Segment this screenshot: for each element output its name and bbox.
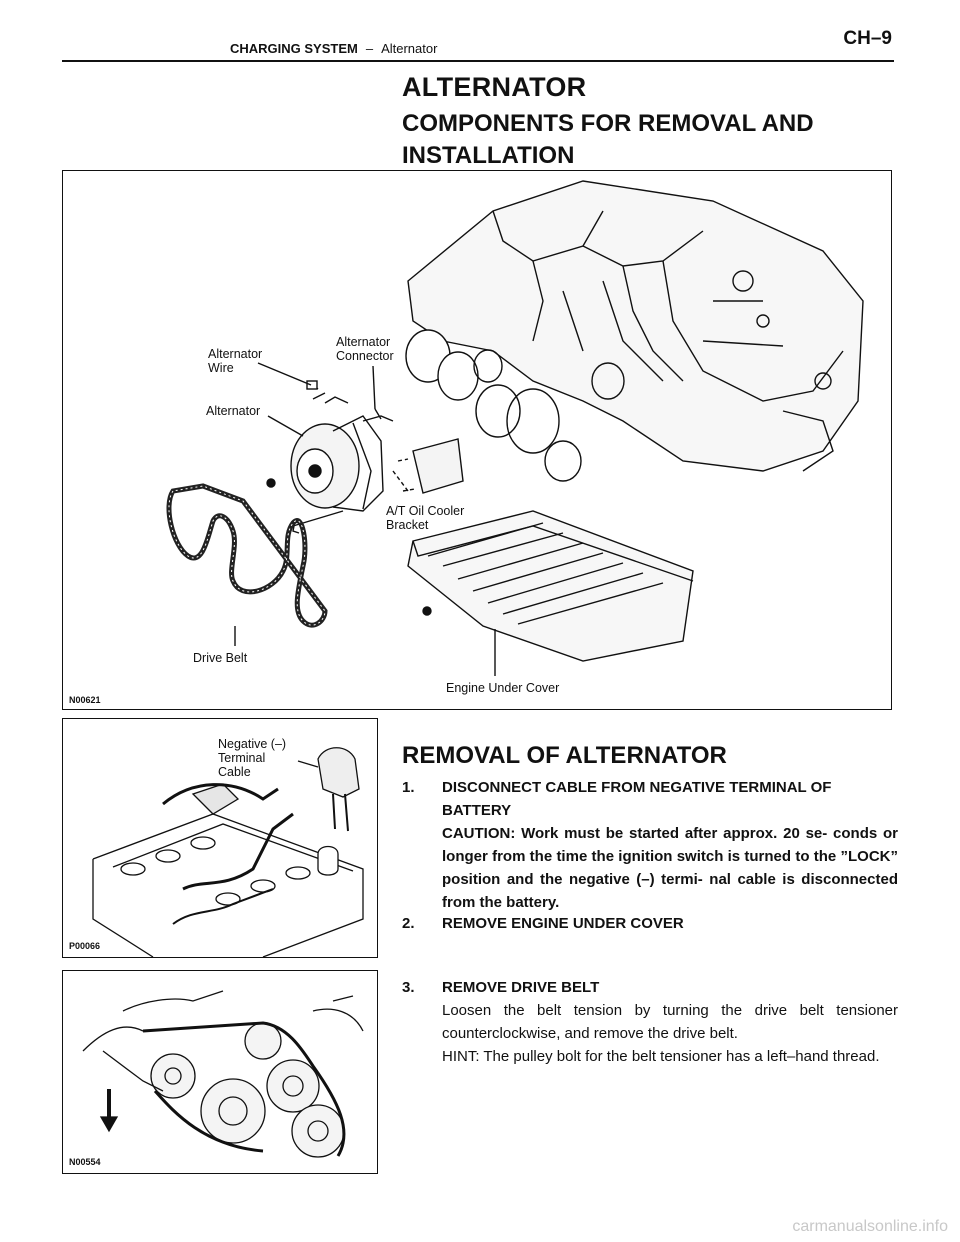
header-rule: [62, 60, 894, 62]
watermark: carmanualsonline.info: [792, 1218, 948, 1235]
page-subtitle: COMPONENTS FOR REMOVAL AND INSTALLATION: [402, 110, 814, 169]
components-illustration: [63, 171, 891, 709]
drive-belt-drawing: [169, 486, 325, 625]
step-2: [402, 912, 898, 935]
components-figure: [62, 170, 892, 710]
label-drive-belt: Drive Belt: [193, 651, 248, 665]
step-text: Loosen the belt tension by turning the drive belt tensioner counterclockwise, and remove the drive belt.: [442, 1002, 898, 1042]
battery-figure: [62, 718, 378, 958]
engine-block: [408, 181, 863, 471]
belt-illustration: [63, 971, 377, 1173]
header-separator: –: [365, 41, 374, 56]
step-heading: REMOVE ENGINE UNDER COVER: [442, 915, 684, 932]
figure-code: N00554: [69, 1157, 101, 1167]
removal-title: REMOVAL OF ALTERNATOR: [402, 742, 727, 769]
step-3: [402, 976, 898, 1068]
label-alternator-connector: Alternator Connector: [336, 335, 394, 363]
running-header: [230, 41, 437, 56]
figure-code: P00066: [69, 941, 101, 951]
label-cooler-bracket: A/T Oil Cooler Bracket: [386, 504, 465, 532]
hint-text: HINT: The pulley bolt for the belt tensioner has a left–hand thread.: [442, 1048, 880, 1065]
label-under-cover: Engine Under Cover: [446, 681, 560, 695]
figure-code: N00621: [69, 695, 101, 705]
step-number: 2.: [402, 915, 415, 932]
page-number: CH–9: [843, 28, 892, 49]
step-number: 1.: [402, 779, 415, 796]
label-negative-cable: Negative (–) Terminal Cable: [218, 737, 287, 779]
step-1: [402, 776, 898, 914]
label-alternator: Alternator: [206, 404, 261, 418]
step-number: 3.: [402, 979, 415, 996]
step-heading: REMOVE DRIVE BELT: [442, 979, 600, 996]
label-alternator-wire: Alternator Wire: [208, 347, 263, 375]
belt-figure: [62, 970, 378, 1174]
header-section: CHARGING SYSTEM: [230, 41, 358, 56]
header-subsection: Alternator: [381, 41, 438, 56]
battery-top: [93, 814, 363, 957]
step-heading: DISCONNECT CABLE FROM NEGATIVE TERMINAL OF BATTERY: [442, 779, 832, 819]
page-title: ALTERNATOR: [402, 72, 587, 102]
caution-text: CAUTION: Work must be started after approx. 20 se- conds or longer from the time the ignition switch is turned to the ”LOCK” position and the negative (–) termi- nal cable is disconnected from the battery.: [442, 825, 898, 911]
